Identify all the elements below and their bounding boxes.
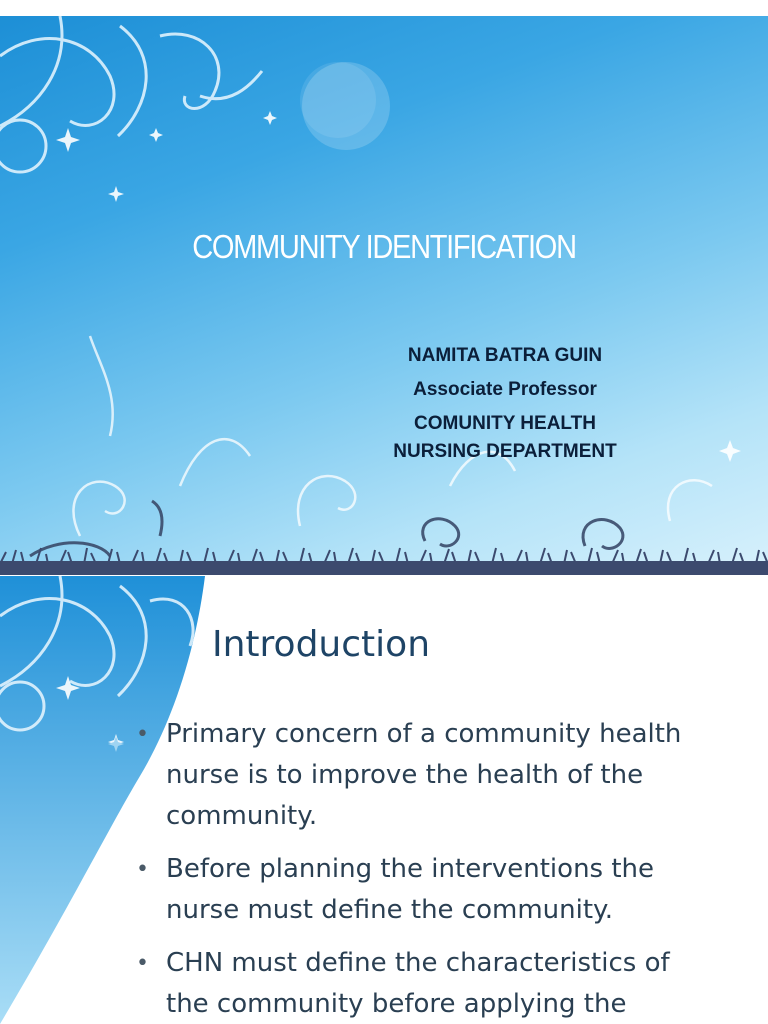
bullet-icon: • xyxy=(136,722,149,747)
bullet-line: the community before applying the xyxy=(166,989,627,1019)
department-line-1: COMUNITY HEALTH xyxy=(414,413,596,434)
author-block xyxy=(340,339,670,469)
slide-heading: Introduction xyxy=(212,624,431,665)
bullet-icon: • xyxy=(136,951,149,976)
bullet-line: community. xyxy=(166,801,318,831)
introduction-slide xyxy=(0,576,768,1024)
title-slide xyxy=(0,16,768,575)
bullet-line: Primary concern of a community health xyxy=(166,719,682,749)
bullet-icon: • xyxy=(136,857,149,882)
bullet-item xyxy=(136,849,756,931)
sparkle-icon xyxy=(149,128,163,142)
bullet-item xyxy=(136,943,756,1024)
sparkle-icon xyxy=(263,111,277,125)
sparkle-icon xyxy=(108,186,124,202)
author-title: Associate Professor xyxy=(413,379,597,400)
author-name: NAMITA BATRA GUIN xyxy=(407,345,603,366)
bullet-item xyxy=(136,714,756,837)
slide-title: COMMUNITY IDENTIFICATION xyxy=(192,228,576,265)
bullet-line: CHN must define the characteristics of xyxy=(166,948,670,978)
background-swirl-decoration xyxy=(0,16,768,575)
sparkle-icon xyxy=(56,128,80,152)
department-line-2: NURSING DEPARTMENT xyxy=(393,441,617,462)
bullet-line: nurse is to improve the health of the xyxy=(166,760,644,790)
bullet-line: Before planning the interventions the xyxy=(166,854,655,884)
bullet-line: nurse must define the community. xyxy=(166,895,613,925)
bullet-list xyxy=(136,714,756,1024)
sparkle-icon xyxy=(719,440,741,462)
